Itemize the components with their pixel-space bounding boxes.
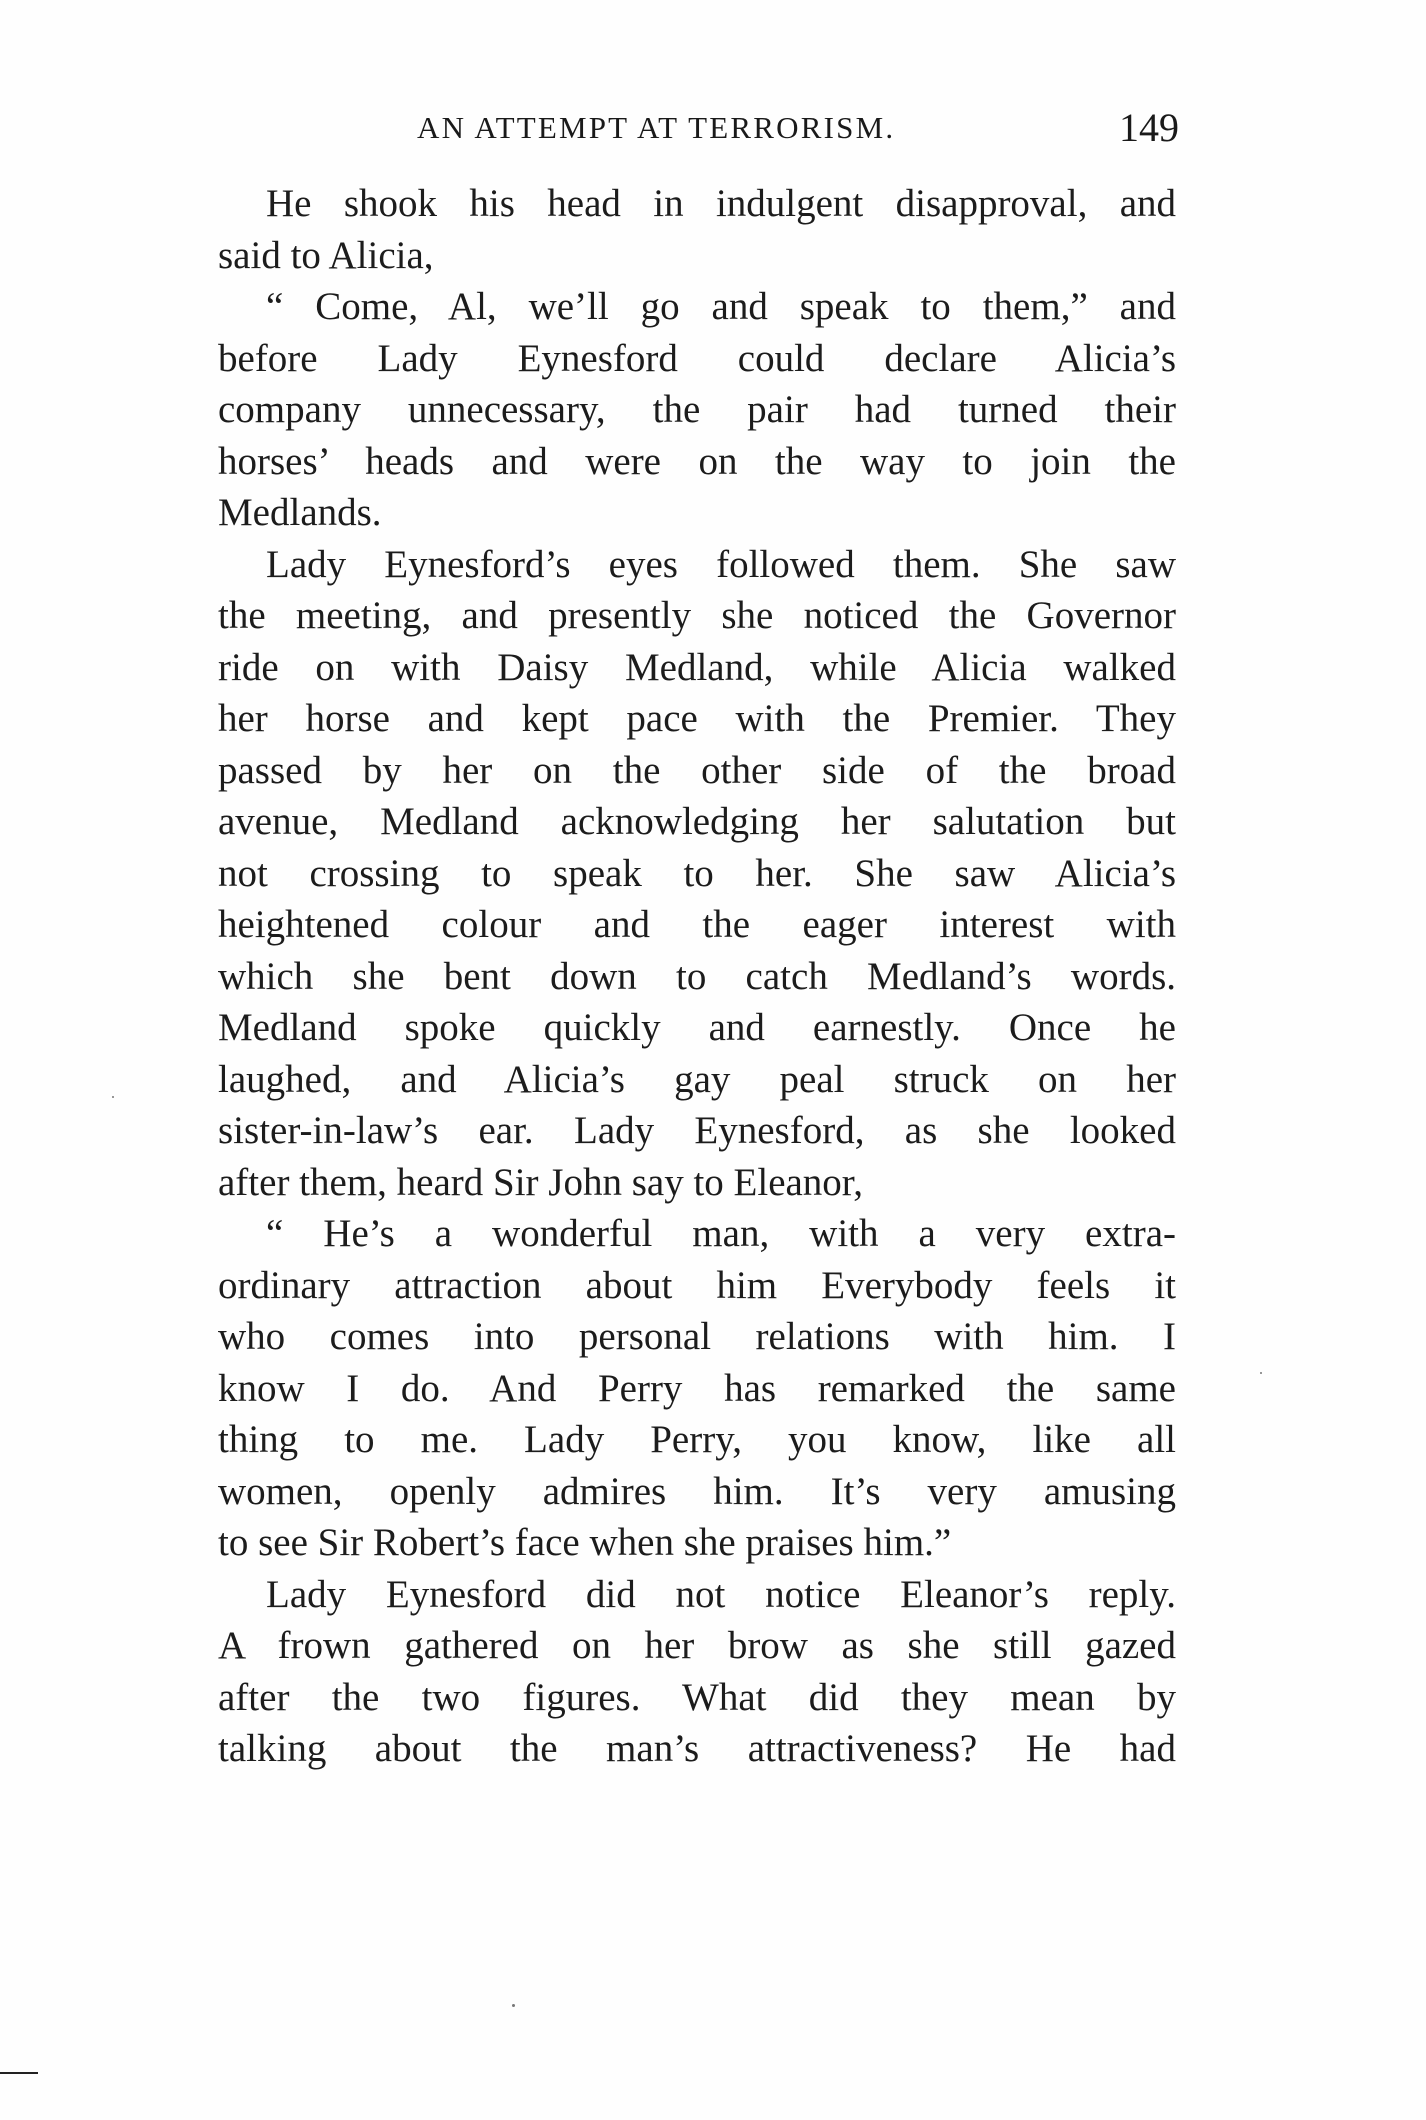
text-line: passed by her on the other side of the broad bbox=[218, 748, 1176, 792]
text-line: the meeting, and presently she noticed the Governor bbox=[218, 594, 1176, 637]
running-title: AN ATTEMPT AT TERRORISM. bbox=[417, 110, 896, 145]
text-line: “ Come, Al, we’ll go and speak to them,” and bbox=[266, 285, 1176, 328]
paper-speck bbox=[112, 1096, 114, 1098]
text-line: who comes into personal relations with him. I bbox=[218, 1315, 1176, 1358]
text-line: heightened colour and the eager interest with bbox=[218, 903, 1176, 946]
text-line: company unnecessary, the pair had turned their bbox=[218, 388, 1176, 431]
text-line: thing to me. Lady Perry, you know, like all bbox=[218, 1418, 1176, 1461]
text-line: A frown gathered on her brow as she still gazed bbox=[218, 1624, 1176, 1667]
text-line: horses’ heads and were on the way to join the bbox=[218, 439, 1176, 483]
text-line: Lady Eynesford’s eyes followed them. She saw bbox=[266, 542, 1176, 586]
text-line: Lady Eynesford did not notice Eleanor’s reply. bbox=[266, 1572, 1176, 1616]
text-line: avenue, Medland acknowledging her salutation but bbox=[218, 800, 1176, 843]
running-head bbox=[215, 104, 1179, 154]
text-line: after them, heard Sir John say to Eleanor, bbox=[218, 1160, 863, 1204]
page-number: 149 bbox=[1119, 105, 1179, 150]
paper-speck bbox=[512, 2004, 515, 2007]
text-line: He shook his head in indulgent disapproval, and bbox=[266, 182, 1176, 225]
text-line: after the two figures. What did they mean by bbox=[218, 1675, 1176, 1719]
body-text bbox=[218, 178, 1176, 1775]
text-line: Medlands. bbox=[218, 491, 382, 534]
text-line: before Lady Eynesford could declare Alicia’s bbox=[218, 336, 1176, 380]
paper-speck bbox=[1260, 1372, 1262, 1374]
text-line: sister-in-law’s ear. Lady Eynesford, as she looked bbox=[218, 1109, 1176, 1152]
edge-mark bbox=[0, 2072, 38, 2074]
text-line: talking about the man’s attractiveness? He had bbox=[218, 1727, 1176, 1770]
text-line: women, openly admires him. It’s very amusing bbox=[218, 1469, 1176, 1513]
text-line: her horse and kept pace with the Premier. They bbox=[218, 697, 1176, 740]
text-line: ordinary attraction about him Everybody feels it bbox=[218, 1263, 1176, 1307]
text-line: said to Alicia, bbox=[218, 233, 434, 277]
text-line: Medland spoke quickly and earnestly. Once he bbox=[218, 1006, 1176, 1049]
text-line: know I do. And Perry has remarked the same bbox=[218, 1366, 1176, 1410]
text-line: ride on with Daisy Medland, while Alicia walked bbox=[218, 645, 1176, 689]
text-line: not crossing to speak to her. She saw Alicia’s bbox=[218, 851, 1176, 895]
text-line: laughed, and Alicia’s gay peal struck on her bbox=[218, 1057, 1176, 1101]
text-line: to see Sir Robert’s face when she praises him.” bbox=[218, 1521, 952, 1564]
text-line: which she bent down to catch Medland’s words. bbox=[218, 954, 1176, 998]
text-line: “ He’s a wonderful man, with a very extra- bbox=[266, 1212, 1176, 1255]
